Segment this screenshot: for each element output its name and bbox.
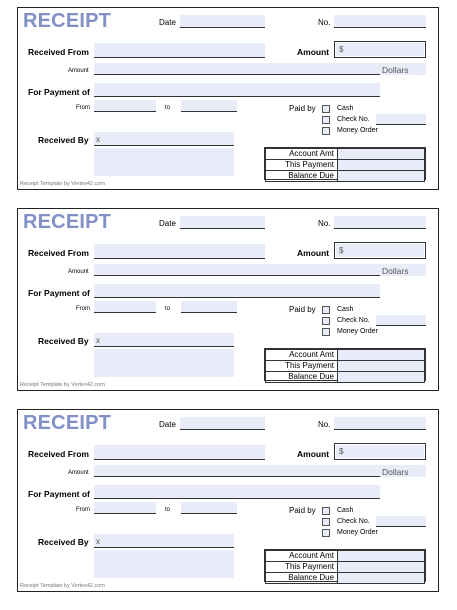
for-payment-field[interactable] — [94, 83, 380, 97]
amount-in-words-label: Amount — [68, 68, 89, 74]
date-label: Date — [159, 18, 176, 27]
receipt-2 — [17, 208, 439, 391]
cash-checkbox[interactable] — [322, 105, 330, 113]
date-label: Date — [159, 219, 176, 228]
dollar-sign: $ — [339, 246, 344, 255]
paid-by-label: Paid by — [289, 506, 316, 515]
amount-box[interactable] — [334, 242, 426, 259]
signature-field[interactable] — [94, 333, 234, 347]
this-payment-label: This Payment — [266, 160, 338, 171]
amount-label: Amount — [297, 248, 330, 258]
check-checkbox[interactable] — [322, 518, 330, 526]
account-amt-label: Account Amt — [266, 350, 338, 361]
balance-due-label: Balance Due — [266, 171, 338, 182]
check-checkbox[interactable] — [322, 116, 330, 124]
date-field[interactable] — [180, 417, 265, 430]
receipt-title: RECEIPT — [23, 412, 112, 434]
from-date-field[interactable] — [94, 301, 156, 313]
received-by-name-field[interactable] — [94, 349, 234, 377]
account-summary-table — [264, 147, 426, 180]
for-payment-label: For Payment of — [28, 489, 90, 499]
balance-due-field[interactable] — [338, 573, 425, 584]
template-footer: Receipt Template by Vertex42.com — [20, 181, 105, 187]
account-amt-label: Account Amt — [266, 551, 338, 562]
paid-by-label: Paid by — [289, 104, 316, 113]
to-label: to — [165, 507, 171, 513]
money-order-label: Money Order — [337, 529, 378, 536]
amount-box[interactable] — [334, 41, 426, 58]
received-from-field[interactable] — [94, 244, 265, 259]
received-from-label: Received From — [28, 248, 89, 258]
receipt-number-label: No. — [318, 420, 331, 429]
dollar-sign: $ — [339, 447, 344, 456]
for-payment-field[interactable] — [94, 284, 380, 298]
receipt-number-label: No. — [318, 219, 331, 228]
to-label: to — [165, 306, 171, 312]
for-payment-label: For Payment of — [28, 288, 90, 298]
received-by-name-field[interactable] — [94, 550, 234, 578]
check-number-field[interactable] — [376, 516, 426, 527]
balance-due-field[interactable] — [338, 372, 425, 383]
date-field[interactable] — [180, 15, 265, 28]
template-footer: Receipt Template by Vertex42.com — [20, 583, 105, 589]
receipt-title: RECEIPT — [23, 211, 112, 233]
account-amt-field[interactable] — [338, 350, 425, 361]
check-number-label: Check No. — [337, 518, 370, 525]
signature-x-mark: x — [96, 135, 100, 144]
amount-box[interactable] — [334, 443, 426, 460]
account-amt-field[interactable] — [338, 551, 425, 562]
date-field[interactable] — [180, 216, 265, 229]
this-payment-label: This Payment — [266, 562, 338, 573]
amount-in-words-field[interactable] — [94, 63, 380, 75]
balance-due-label: Balance Due — [266, 372, 338, 383]
signature-x-mark: x — [96, 537, 100, 546]
balance-due-field[interactable] — [338, 171, 425, 182]
to-date-field[interactable] — [181, 100, 237, 112]
from-label: From — [76, 507, 90, 513]
receipt-3 — [17, 409, 439, 592]
received-from-field[interactable] — [94, 43, 265, 58]
money-order-label: Money Order — [337, 328, 378, 335]
check-number-field[interactable] — [376, 114, 426, 125]
received-by-label: Received By — [38, 537, 89, 547]
amount-in-words-field[interactable] — [94, 264, 380, 276]
date-label: Date — [159, 420, 176, 429]
signature-x-mark: x — [96, 336, 100, 345]
to-date-field[interactable] — [181, 301, 237, 313]
account-amt-field[interactable] — [338, 149, 425, 160]
for-payment-field[interactable] — [94, 485, 380, 499]
received-by-name-field[interactable] — [94, 148, 234, 176]
from-label: From — [76, 306, 90, 312]
money-order-checkbox[interactable] — [322, 127, 330, 135]
dollars-label: Dollars — [382, 266, 409, 276]
amount-label: Amount — [297, 47, 330, 57]
template-footer: Receipt Template by Vertex42.com — [20, 382, 105, 388]
cash-label: Cash — [337, 306, 354, 313]
amount-in-words-label: Amount — [68, 470, 89, 476]
receipt-number-field[interactable] — [334, 417, 426, 430]
account-summary-table — [264, 348, 426, 381]
cash-checkbox[interactable] — [322, 507, 330, 515]
this-payment-field[interactable] — [338, 562, 425, 573]
cash-checkbox[interactable] — [322, 306, 330, 314]
money-order-checkbox[interactable] — [322, 328, 330, 336]
dollar-sign: $ — [339, 45, 344, 54]
received-by-label: Received By — [38, 336, 89, 346]
to-label: to — [165, 105, 171, 111]
check-number-field[interactable] — [376, 315, 426, 326]
amount-label: Amount — [297, 449, 330, 459]
receipt-number-field[interactable] — [334, 15, 426, 28]
this-payment-field[interactable] — [338, 160, 425, 171]
account-summary-table — [264, 549, 426, 582]
from-label: From — [76, 105, 90, 111]
received-from-label: Received From — [28, 47, 89, 57]
receipt-number-label: No. — [318, 18, 331, 27]
received-from-field[interactable] — [94, 445, 265, 460]
this-payment-field[interactable] — [338, 361, 425, 372]
money-order-label: Money Order — [337, 127, 378, 134]
from-date-field[interactable] — [94, 502, 156, 514]
amount-in-words-field[interactable] — [94, 465, 380, 477]
account-amt-label: Account Amt — [266, 149, 338, 160]
this-payment-label: This Payment — [266, 361, 338, 372]
signature-field[interactable] — [94, 534, 234, 548]
check-number-label: Check No. — [337, 317, 370, 324]
for-payment-label: For Payment of — [28, 87, 90, 97]
cash-label: Cash — [337, 507, 354, 514]
amount-in-words-label: Amount — [68, 269, 89, 275]
received-by-label: Received By — [38, 135, 89, 145]
check-number-label: Check No. — [337, 116, 370, 123]
paid-by-label: Paid by — [289, 305, 316, 314]
from-date-field[interactable] — [94, 100, 156, 112]
check-checkbox[interactable] — [322, 317, 330, 325]
cash-label: Cash — [337, 105, 354, 112]
receipt-title: RECEIPT — [23, 10, 112, 32]
to-date-field[interactable] — [181, 502, 237, 514]
receipt-1 — [17, 7, 439, 190]
dollars-label: Dollars — [382, 467, 409, 477]
received-from-label: Received From — [28, 449, 89, 459]
balance-due-label: Balance Due — [266, 573, 338, 584]
signature-field[interactable] — [94, 132, 234, 146]
money-order-checkbox[interactable] — [322, 529, 330, 537]
receipt-number-field[interactable] — [334, 216, 426, 229]
dollars-label: Dollars — [382, 65, 409, 75]
